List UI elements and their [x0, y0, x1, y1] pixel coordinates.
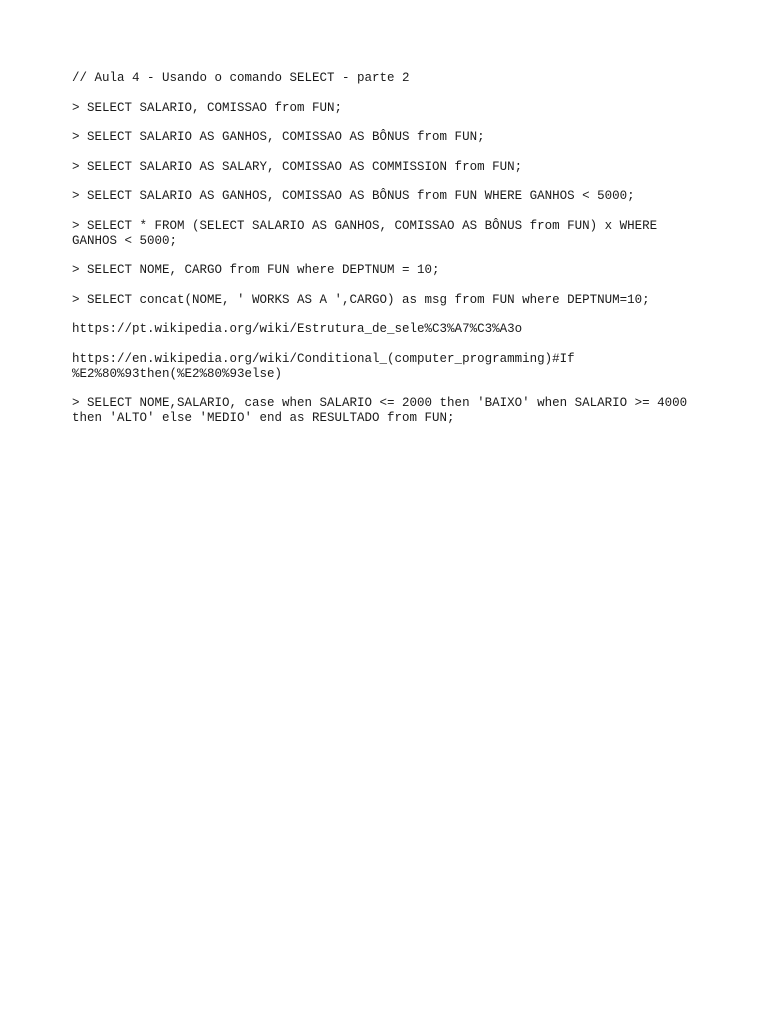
sql-line: > SELECT SALARIO, COMISSAO from FUN;: [72, 100, 343, 115]
url-line: https://pt.wikipedia.org/wiki/Estrutura_de_sele%C3%A7%C3%A3o: [72, 322, 523, 336]
sql-line: > SELECT SALARIO AS GANHOS, COMISSAO AS BÔNUS from FUN WHERE GANHOS < 5000;: [72, 189, 635, 203]
sql-line: > SELECT * FROM (SELECT SALARIO AS GANHOS, COMISSAO AS BÔNUS from FUN) x WHERE GANHOS < 5000;: [72, 218, 658, 248]
sql-line: > SELECT NOME,SALARIO, case when SALARIO <= 2000 then 'BAIXO' when SALARIO >= 4000 then 'ALTO' else 'MEDIO' end as RESULTADO from FUN;: [72, 396, 688, 425]
sql-line: > SELECT SALARIO AS GANHOS, COMISSAO AS BÔNUS from FUN;: [72, 130, 485, 144]
comment-heading: // Aula 4 - Usando o comando SELECT - parte 2: [72, 71, 410, 85]
sql-line: > SELECT SALARIO AS SALARY, COMISSAO AS COMMISSION from FUN;: [72, 159, 523, 174]
sql-line: > SELECT concat(NOME, ' WORKS AS A ',CARGO) as msg from FUN where DEPTNUM=10;: [72, 292, 650, 307]
sql-line: > SELECT NOME, CARGO from FUN where DEPTNUM = 10;: [72, 263, 440, 277]
document-body: [72, 71, 702, 441]
url-line: https://en.wikipedia.org/wiki/Conditional_(computer_programming)#If %E2%80%93then(%E2%80%93else): [72, 351, 575, 381]
